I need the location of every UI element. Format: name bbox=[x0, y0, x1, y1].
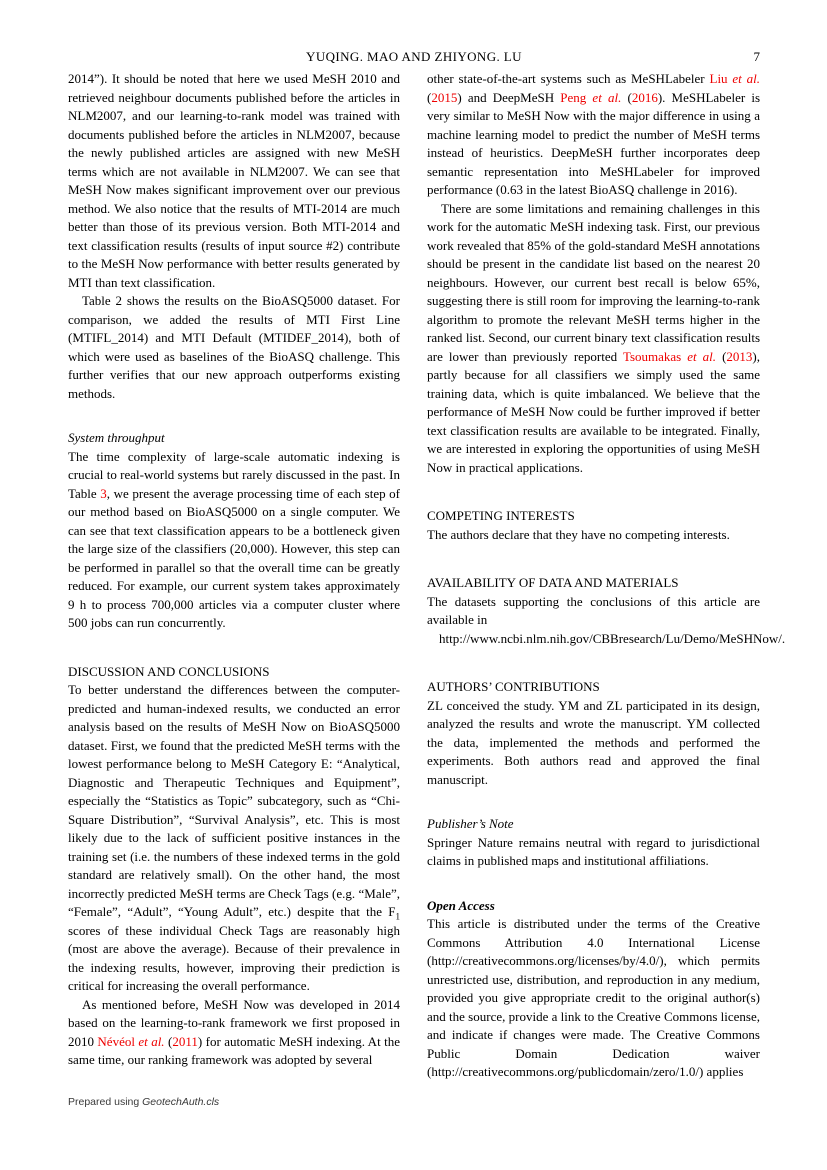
text-run: Springer Nature remains neutral with regard to jurisdictional claims in published maps and institutional affiliations. bbox=[427, 834, 760, 868]
text-run: The datasets supporting the conclusions of this article are available in bbox=[427, 593, 760, 627]
paragraph-open-access bbox=[427, 915, 760, 1082]
subheading-open-access bbox=[427, 897, 760, 916]
text-run: This article is distributed under the terms of the Creative Commons Attribution 4.0 International License (http://creativecommons.org/licenses/by/4.0/), which permits unrestricted use, distribution, and reproduction in any medium, provided you give appropriate credit to the original author(s) and the source, provide a link to the Creative Commons license, and indicate if changes were made. The Creative Commons Public Domain Dedication waiver (http://creativecommons.org/publicdomain/zero/1.0/) applies bbox=[427, 916, 760, 1079]
text-run: Table 2 shows the results on the BioASQ5000 dataset. For comparison, we added the results of MTI First Line (MTIFL_2014) and MTI Default (MTIDEF_2014), both of which were used as baselines of the BioASQ challenge. This further verifies that our new approach outperforms existing methods. bbox=[68, 293, 400, 401]
text-run: Publisher’s Note bbox=[427, 816, 514, 831]
section-heading-competing-interests bbox=[427, 507, 760, 526]
text-run: AUTHORS’ CONTRIBUTIONS bbox=[427, 679, 600, 694]
text-run: ( bbox=[716, 348, 727, 364]
text-run: ( bbox=[164, 1033, 173, 1049]
text-run: , we present the average processing time of each step of our method based on BioASQ5000 on a single computer. We can see that text classification appears to be a bottleneck given the large size of the classifiers (20,000). However, this step can be performed in parallel so that the overall time can be greatly reduced. For example, our current system takes approximately 9 h to process 700,000 articles via a computer cluster where 500 jobs can run concurrently. bbox=[68, 485, 401, 630]
text-run: ) and DeepMeSH bbox=[457, 89, 561, 105]
right-column bbox=[427, 70, 786, 1082]
citation-link[interactable]: et al. bbox=[592, 89, 622, 105]
text-run: ( bbox=[621, 89, 632, 105]
text-run: As mentioned before, MeSH Now was developed in 2014 based on the learning-to-rank framework we first proposed in 2010 bbox=[68, 996, 400, 1049]
page-footer bbox=[68, 1096, 219, 1108]
text-run: ) for automatic MeSH indexing. At the same time, our ranking framework was adopted by several bbox=[68, 1033, 400, 1067]
footer-prefix: Prepared using bbox=[68, 1096, 143, 1108]
paragraph-publishers-note bbox=[427, 834, 760, 871]
citation-link[interactable]: 3 bbox=[100, 485, 107, 501]
citation-link[interactable]: Liu bbox=[709, 71, 733, 86]
citation-link[interactable]: Tsoumakas bbox=[622, 348, 688, 364]
paragraph-availability bbox=[427, 593, 760, 630]
text-run: ( bbox=[427, 89, 432, 105]
text-run: DISCUSSION AND CONCLUSIONS bbox=[68, 663, 270, 679]
text-run: 1 bbox=[395, 911, 400, 922]
paragraph-limitations bbox=[427, 200, 760, 478]
page-header bbox=[68, 49, 760, 65]
running-title: YUQING. MAO AND ZHIYONG. LU bbox=[306, 49, 522, 64]
paragraph-system-throughput bbox=[68, 448, 400, 633]
text-run: AVAILABILITY OF DATA AND MATERIALS bbox=[427, 575, 679, 590]
left-column bbox=[68, 70, 400, 1070]
text-run: System throughput bbox=[68, 430, 165, 445]
citation-link[interactable]: 2016 bbox=[631, 89, 658, 105]
paragraph-mesh2010 bbox=[68, 70, 400, 292]
subheading-publishers-note bbox=[427, 815, 760, 834]
citation-link[interactable]: Névéol bbox=[97, 1033, 139, 1049]
text-run: ). MeSHLabeler is very similar to MeSH Now with the major difference in using a machine learning model to predict the number of MeSH terms instead of heuristics. DeepMeSH further incorporates deep semantic representation into MeSHLabeler for improved performance (0.63 in the latest BioASQ challenge in 2016). bbox=[427, 89, 760, 197]
text-run: 2014”). It should be noted that here we used MeSH 2010 and retrieved neighbour documents published before the articles in NLM2007, and our learning-to-rank model was trained with documents published before the articles in NLM2007, because the newly published articles are assigned with new MeSH terms which are not available in NLM2007. We can see that MeSH Now makes significant improvement over our previous method. We also notice that the results of MTI-2014 are much better than those of its previous version. Both MTI-2014 and text classification results (results of input source #2) contribute to the MeSH Now performance with better results generated by MTI than text classification. bbox=[68, 71, 400, 290]
paragraph-mesh-now-history bbox=[68, 996, 400, 1070]
text-run: COMPETING INTERESTS bbox=[427, 508, 575, 523]
dataset-url bbox=[427, 630, 786, 649]
text-run: ZL conceived the study. YM and ZL participated in its design, analyzed the results and wrote the manuscript. YM collected the data, implemented the methods and performed the experiments. Both authors read and approved the final manuscript. bbox=[427, 697, 760, 787]
text-run: ), partly because for all classifiers we simply used the same training data, which is quite imbalanced. We believe that the performance of MeSH Now could be further improved if better text classification results are available to be integrated. Finally, we are interested in exploring the opportunities of using MeSH Now in practical applications. bbox=[427, 348, 760, 475]
paragraph-table2-results bbox=[68, 292, 400, 403]
text-run: There are some limitations and remaining challenges in this work for the automatic MeSH indexing task. First, our previous work revealed that 85% of the gold-standard MeSH annotations should be present in the candidate list based on the nearest 20 neighbours. However, our current best recall is below 65%, suggesting there is still room for improving the learning-to-rank algorithm to promote the relevant MeSH terms higher in the ranked list. Second, our current binary text classification results are lower than previously reported bbox=[427, 200, 760, 364]
footer-class-file: GeotechAuth.cls bbox=[142, 1096, 220, 1108]
text-run: The time complexity of large-scale automatic indexing is crucial to real-world systems but rarely discussed in the past. In Table bbox=[68, 448, 400, 501]
text-run: http://www.ncbi.nlm.nih.gov/CBBresearch/Lu/Demo/MeSHNow/. bbox=[439, 630, 786, 646]
section-heading-discussion-and-conclusions bbox=[68, 663, 400, 682]
citation-link[interactable]: et al. bbox=[732, 71, 760, 86]
page-number: 7 bbox=[753, 49, 760, 64]
citation-link[interactable]: Peng bbox=[560, 89, 593, 105]
citation-link[interactable]: et al. bbox=[138, 1033, 165, 1049]
citation-link[interactable]: 2013 bbox=[726, 348, 753, 364]
subheading-system-throughput bbox=[68, 429, 400, 448]
paragraph-competing-interests bbox=[427, 526, 760, 545]
paragraph-error-analysis bbox=[68, 681, 400, 996]
paragraph-authors-contributions bbox=[427, 697, 760, 790]
paragraph-state-of-the-art bbox=[427, 70, 760, 200]
citation-link[interactable]: 2011 bbox=[172, 1033, 198, 1049]
text-run: To better understand the differences between the computer-predicted and human-indexed results, we conducted an error analysis based on the results of MeSH Now on BioASQ5000 dataset. First, we found that the predicted MeSH terms with the lowest performance belong to MeSH Category E: “Analytical, Diagnostic and Therapeutic Techniques and Equipment”, especially the “Statistics as Topic” subcategory, such as “Chi-Square Distribution”, “Survival Analysis”, etc. This is most likely due to the lack of sufficient positive instances in the training set (i.e. the numbers of these indexed terms in the gold standard are relatively small). On the other hand, the most incorrectly predicted MeSH terms are Check Tags (e.g. “Male”, “Female”, “Adult”, “Young Adult”, etc.) despite that the F bbox=[68, 682, 400, 919]
citation-link[interactable]: 2015 bbox=[431, 89, 458, 105]
text-run: other state-of-the-art systems such as MeSHLabeler bbox=[427, 71, 710, 86]
text-run: The authors declare that they have no competing interests. bbox=[427, 526, 730, 542]
text-run: Open Access bbox=[427, 897, 495, 913]
section-heading-availability bbox=[427, 574, 760, 593]
citation-link[interactable]: et al. bbox=[687, 348, 717, 364]
section-heading-authors-contributions bbox=[427, 678, 760, 697]
text-run: scores of these individual Check Tags are reasonably high (most are above the average). Because of their prevalence in the indexing results, however, improving their prediction is critical for increasing the overall performance. bbox=[68, 922, 400, 993]
